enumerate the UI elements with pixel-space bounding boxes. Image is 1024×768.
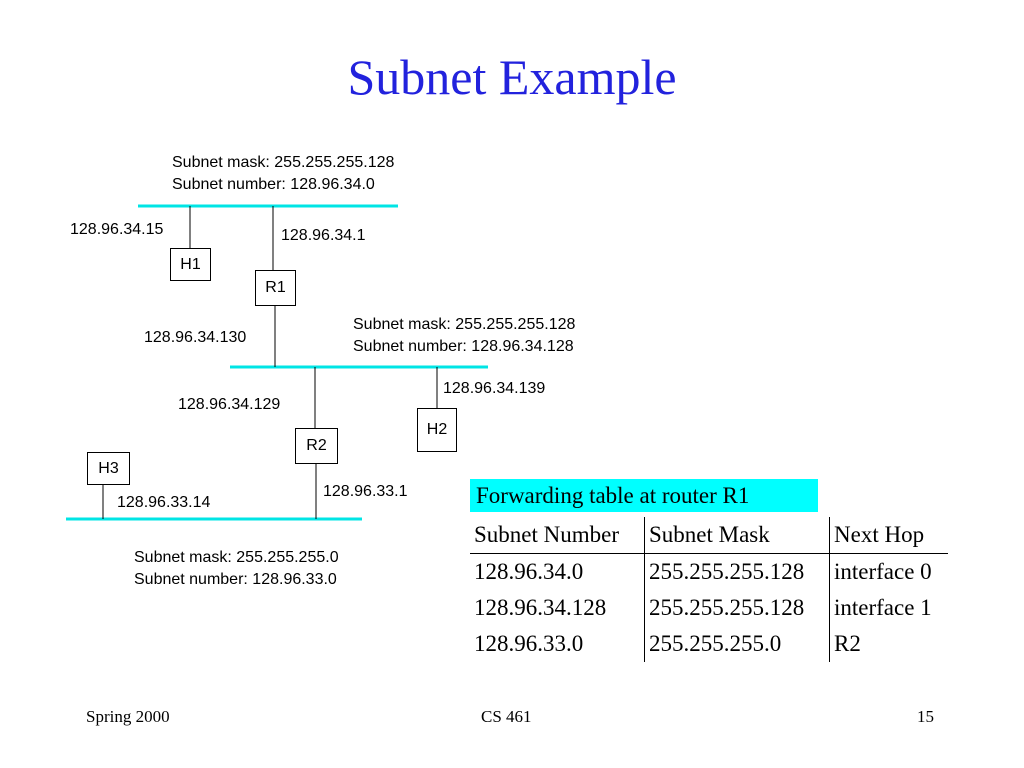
table-cell: R2: [834, 631, 861, 656]
slide-title: Subnet Example: [347, 49, 677, 105]
address-r2-middle: 128.96.34.129: [178, 396, 281, 413]
table-cell: 255.255.255.0: [645, 626, 830, 662]
subnet-top-mask: Subnet mask: 255.255.255.128: [172, 154, 395, 171]
table-cell: 128.96.34.0: [470, 554, 645, 591]
router-r1-label: R1: [265, 279, 286, 296]
column-header-subnet-mask: Subnet Mask: [645, 517, 830, 554]
host-h3: [87, 452, 130, 485]
address-h2: 128.96.34.139: [443, 380, 546, 397]
table-cell: 128.96.34.128: [470, 590, 645, 626]
table-row: [470, 626, 948, 662]
router-r2-label: R2: [306, 437, 327, 454]
table-header-row: [470, 517, 948, 554]
column-header-subnet-number: Subnet Number: [470, 517, 645, 554]
host-h2-label: H2: [426, 421, 448, 438]
table-cell: 255.255.255.128: [645, 554, 830, 591]
table-cell: interface 1: [834, 595, 932, 620]
table-row: [470, 590, 948, 626]
subnet-bottom-number: Subnet number: 128.96.33.0: [134, 571, 337, 588]
address-r1-middle: 128.96.34.130: [144, 329, 247, 346]
subnet-bottom-mask: Subnet mask: 255.255.255.0: [134, 549, 339, 566]
footer-page-number: 15: [917, 707, 934, 726]
footer-date: Spring 2000: [86, 707, 170, 726]
host-h3-label: H3: [98, 460, 119, 477]
router-r1: [255, 270, 296, 306]
subnet-top-number: Subnet number: 128.96.34.0: [172, 176, 375, 193]
forwarding-table-title: Forwarding table at router R1: [470, 479, 818, 512]
host-h1: [170, 248, 211, 281]
address-r2-bottom: 128.96.33.1: [323, 483, 408, 500]
table-cell: 255.255.255.128: [645, 590, 830, 626]
host-h1-label: H1: [180, 256, 201, 273]
address-h3: 128.96.33.14: [117, 494, 211, 511]
address-h1: 128.96.34.15: [70, 221, 164, 238]
table-cell: interface 0: [834, 559, 932, 584]
router-r2: [295, 428, 338, 464]
subnet-middle-mask: Subnet mask: 255.255.255.128: [353, 316, 576, 333]
forwarding-table: [470, 517, 948, 662]
column-header-next-hop: Next Hop: [830, 517, 949, 554]
subnet-middle-number: Subnet number: 128.96.34.128: [353, 338, 574, 355]
host-h2: [417, 408, 457, 452]
table-cell: 128.96.33.0: [470, 626, 645, 662]
footer-course: CS 461: [481, 707, 532, 726]
address-r1-top: 128.96.34.1: [281, 227, 366, 244]
table-row: [470, 554, 948, 591]
